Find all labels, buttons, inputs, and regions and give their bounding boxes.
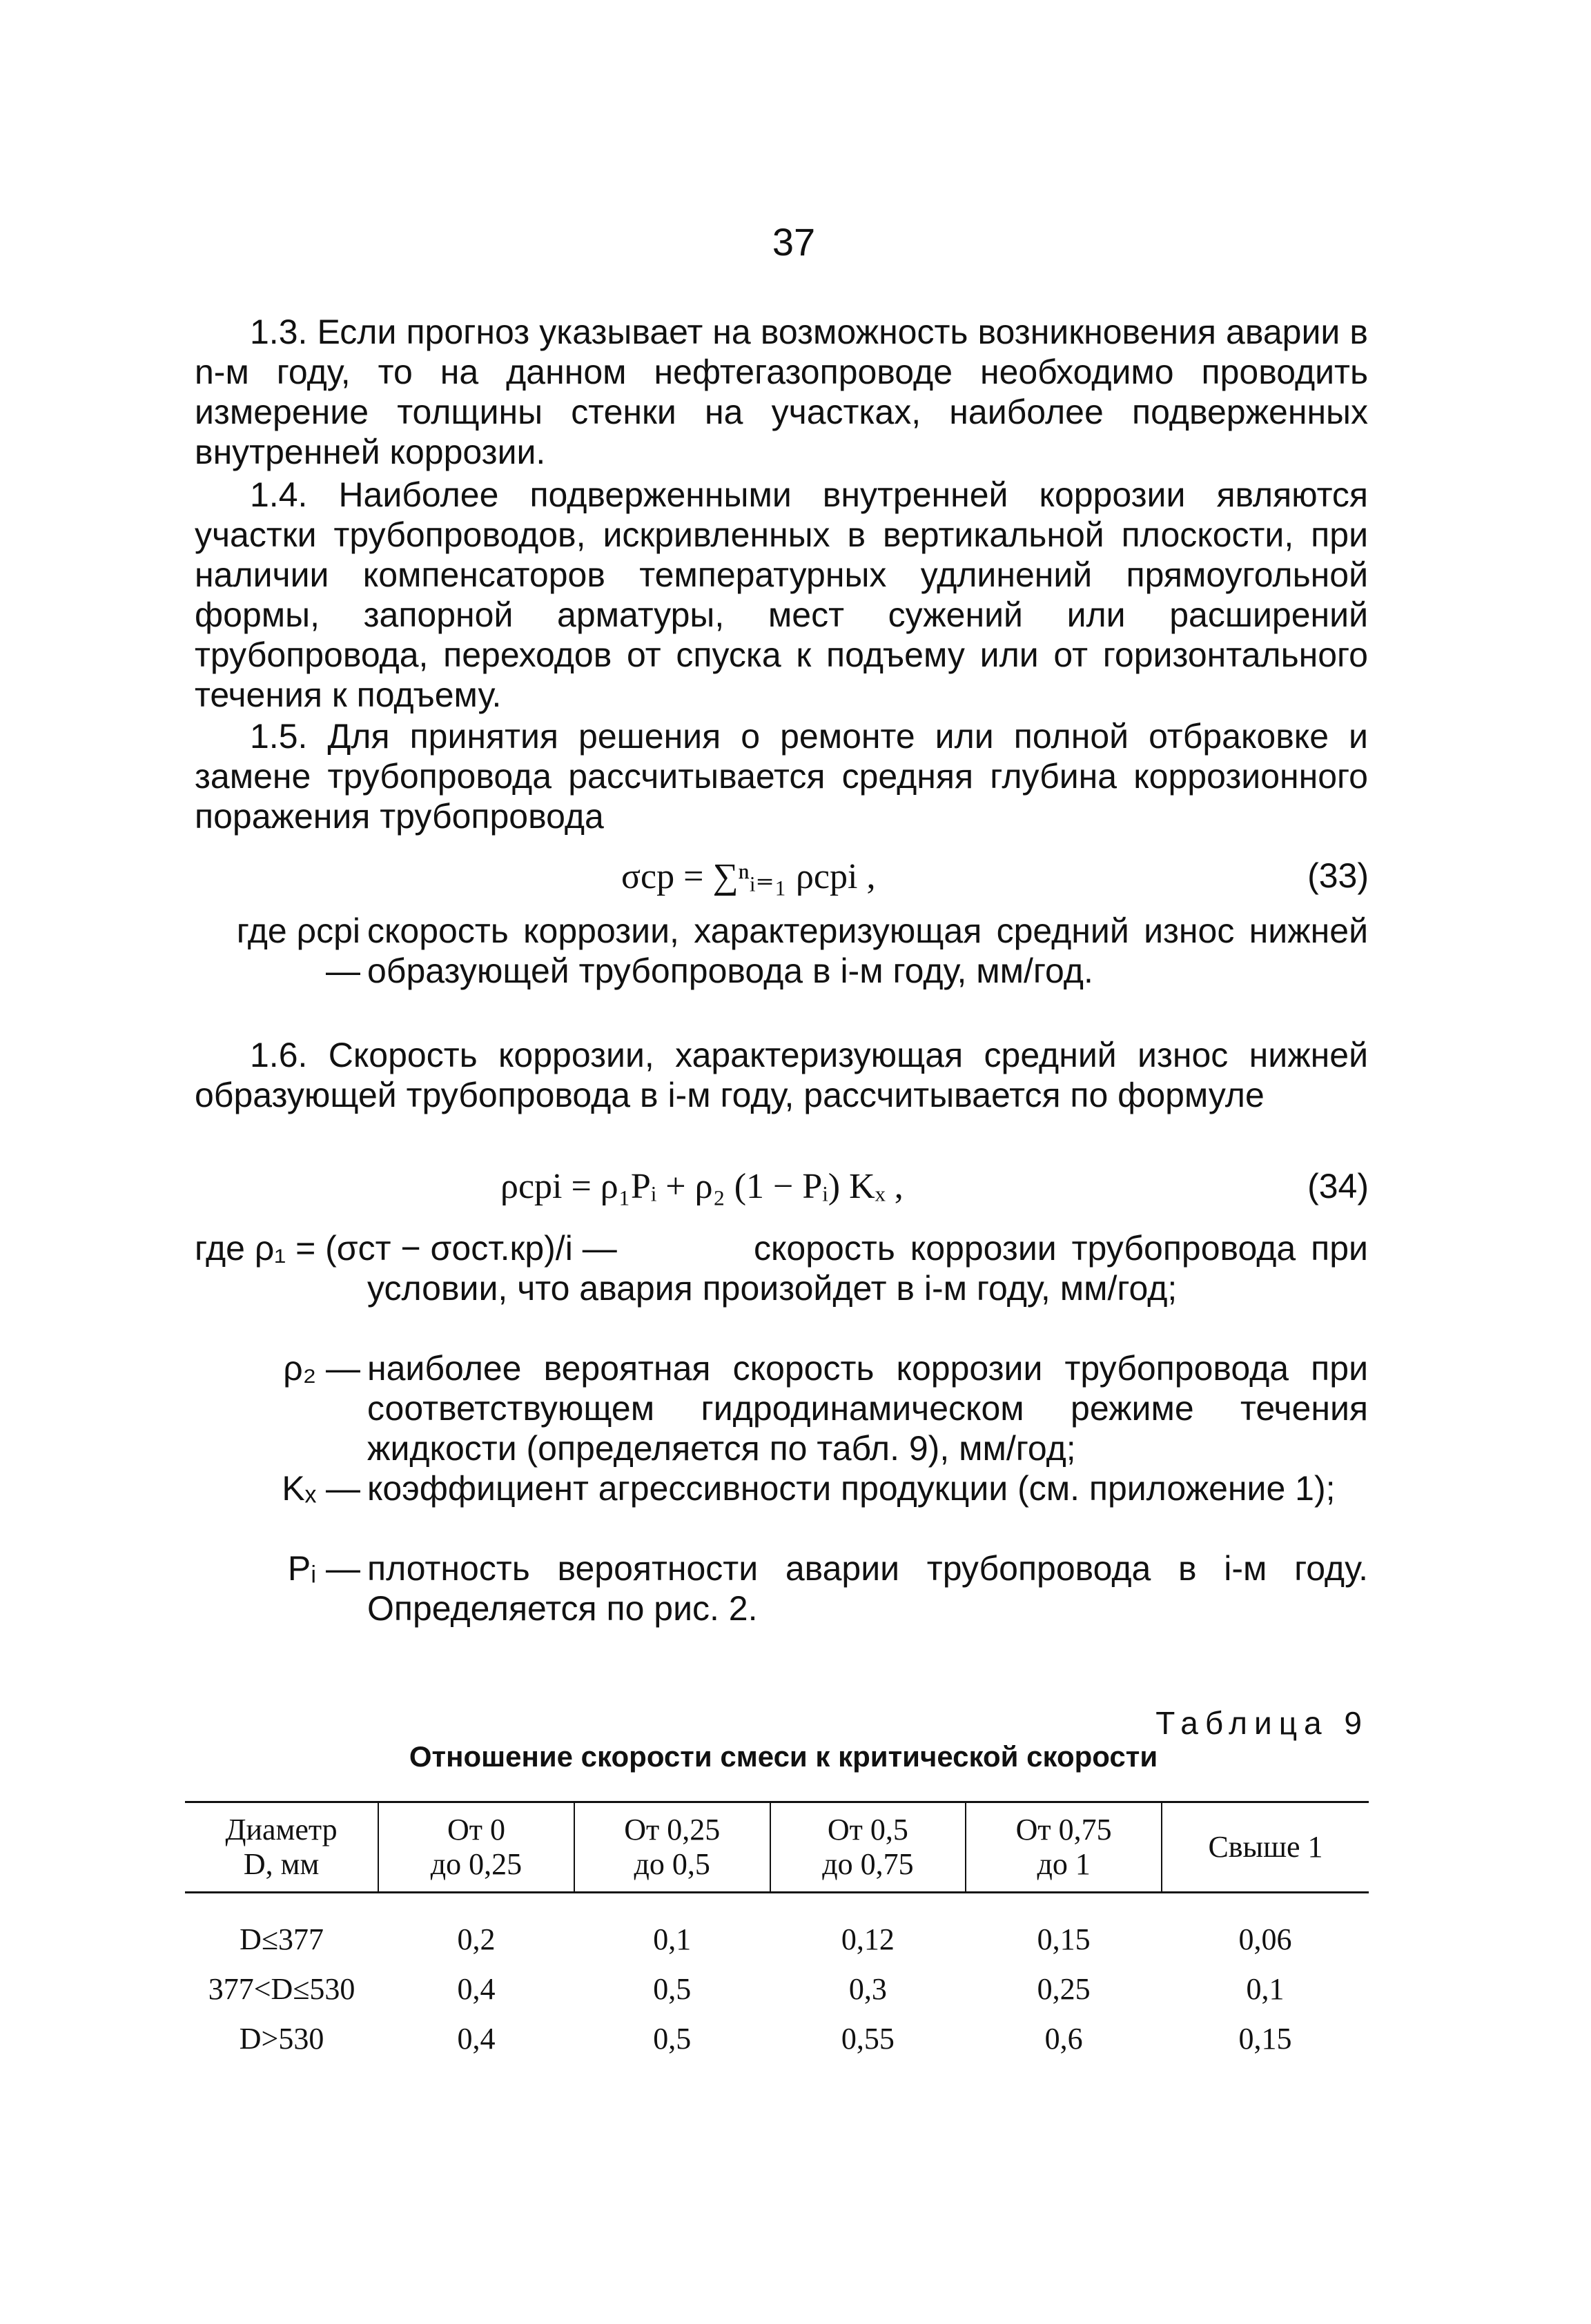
row-1-cell: 0,12	[841, 1922, 895, 1956]
col-header-025-05-line2: до 0,5	[634, 1847, 710, 1881]
row-3-cell: 0,5	[653, 2021, 692, 2056]
row-1-cell: 0,1	[653, 1922, 692, 1956]
where-34-text-kx: коэффициент агрессивности продукции (см. приложение 1);	[367, 1469, 1336, 1508]
table-9	[185, 1801, 1369, 2063]
table-caption: Таблица 9	[1155, 1705, 1369, 1741]
row-2-cell: 0,3	[848, 1971, 887, 2006]
equation-number-34: (34)	[1307, 1167, 1369, 1205]
table-header-row	[185, 1802, 1369, 1893]
col-header-diameter-line2: D, мм	[243, 1847, 320, 1881]
col-header-025-05-line1: От 0,25	[624, 1813, 721, 1847]
where-34-label-rho1: где ρ₁ = (σст − σост.кр)/i —	[195, 1229, 617, 1268]
where-33-label: где ρсрi —	[236, 912, 360, 990]
where-34-label-pi: Pᵢ —	[287, 1549, 360, 1588]
paragraph-1-6	[195, 1035, 1368, 1115]
where-34-label-kx: Kₓ —	[282, 1469, 360, 1508]
paragraph-1-5	[195, 716, 1368, 836]
col-header-0-025	[378, 1802, 574, 1893]
paragraph-1-3	[195, 312, 1368, 472]
paragraph-1-4	[195, 475, 1368, 715]
row-2-cell: 0,25	[1037, 1971, 1091, 2006]
col-header-0-025-line2: до 0,25	[430, 1847, 523, 1881]
formula-33: σср = ∑ⁿᵢ₌₁ ρсрi ,	[621, 857, 876, 896]
row-2-cell: 0,4	[457, 1971, 496, 2006]
row-1-diameter: D≤377	[240, 1922, 324, 1956]
table-row	[185, 1964, 1369, 2013]
col-header-05-075-line1: От 0,5	[827, 1813, 908, 1847]
where-block-34	[195, 1228, 1368, 1642]
paragraph-1-3-text: 1.3. Если прогноз указывает на возможность возникновения аварии в n-м году, то на данном нефтегазопроводе необходимо проводить измерение толщины стенки на участках, наиболее подверженных внутренней коррозии.	[195, 313, 1368, 471]
col-header-075-1-line2: до 1	[1037, 1847, 1091, 1881]
paragraph-1-5-text: 1.5. Для принятия решения о ремонте или полной отбраковке и замене трубопровода рассчитывается средняя глубина коррозионного поражения трубопровода	[195, 717, 1368, 836]
page-number: 37	[772, 220, 816, 264]
table-row	[185, 1893, 1369, 1964]
table-title: Отношение скорости смеси к критической скорости	[409, 1740, 1158, 1773]
where-33-text: скорость коррозии, характеризующая средний износ нижней образующей трубопровода в i-м году, мм/год.	[367, 912, 1368, 990]
row-1-cell: 0,15	[1037, 1922, 1091, 1956]
paragraph-1-6-text: 1.6. Скорость коррозии, характеризующая средний износ нижней образующей трубопровода в i-м году, рассчитывается по формуле	[195, 1036, 1368, 1114]
row-2-cell: 0,5	[653, 1971, 692, 2006]
where-34-label-rho2: ρ₂ —	[283, 1349, 360, 1388]
row-1-cell: 0,06	[1238, 1922, 1292, 1956]
where-34-text-rho2: наиболее вероятная скорость коррозии трубопровода при соответствующем гидродинамическом режиме течения жидкости (определяется по табл. 9), мм/год;	[367, 1349, 1368, 1468]
col-header-0-025-line1: От 0	[447, 1813, 505, 1847]
row-3-cell: 0,55	[841, 2021, 895, 2056]
col-header-075-1	[966, 1802, 1162, 1893]
row-3-diameter: D>530	[239, 2021, 324, 2056]
equation-number-33: (33)	[1307, 856, 1369, 895]
col-header-05-075	[770, 1802, 966, 1893]
row-3-cell: 0,4	[457, 2021, 496, 2056]
row-3-cell: 0,6	[1044, 2021, 1083, 2056]
where-34-text-pi: плотность вероятности аварии трубопровода в i-м году. Определяется по рис. 2.	[367, 1549, 1368, 1628]
where-34-text-rho1: скорость коррозии трубопровода при условии, что авария произойдет в i-м году, мм/год;	[367, 1229, 1368, 1308]
col-header-diameter	[185, 1802, 378, 1893]
col-header-025-05	[574, 1802, 770, 1893]
table-row	[185, 2013, 1369, 2063]
row-3-cell: 0,15	[1238, 2021, 1292, 2056]
where-block-33	[195, 911, 1368, 1035]
paragraph-1-4-text: 1.4. Наиболее подверженными внутренней коррозии являются участки трубопроводов, искривленных в вертикальной плоскости, при наличии компенсаторов температурных удлинений прямоугольной формы, запорной арматуры, мест сужений или расширений трубопровода, переходов от спуска к подъему или от горизонтального течения к подъему.	[195, 475, 1368, 714]
row-2-cell: 0,1	[1246, 1971, 1285, 2006]
col-header-over-1: Свыше 1	[1162, 1802, 1369, 1893]
col-header-075-1-line1: От 0,75	[1015, 1813, 1112, 1847]
col-header-diameter-line1: Диаметр	[225, 1813, 338, 1847]
row-2-diameter: 377<D≤530	[208, 1971, 355, 2006]
row-1-cell: 0,2	[457, 1922, 496, 1956]
col-header-05-075-line2: до 0,75	[822, 1847, 914, 1881]
formula-34: ρсрi = ρ₁Pᵢ + ρ₂ (1 − Pᵢ) Kₓ ,	[500, 1167, 904, 1206]
